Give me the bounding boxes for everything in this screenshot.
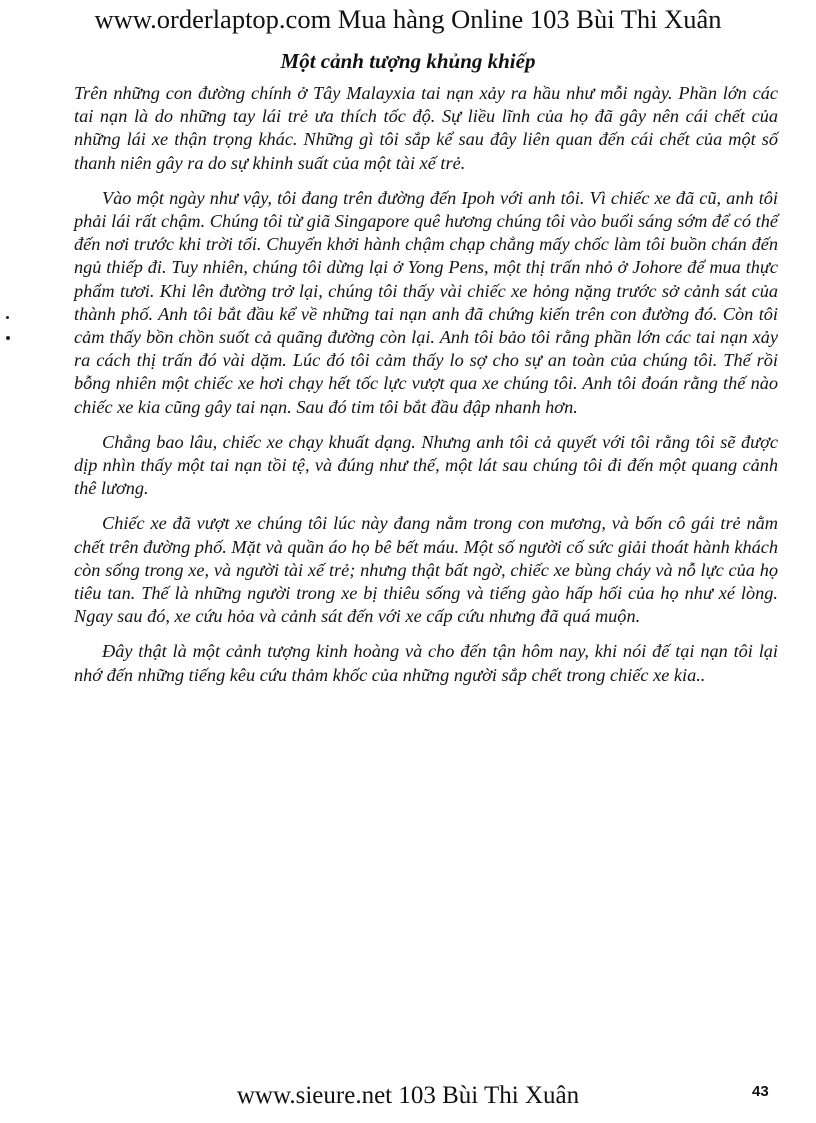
paragraph-3: Chẳng bao lâu, chiếc xe chạy khuất dạng. Nhưng anh tôi cả quyết với tôi rằng tôi sẽ được dịp nhìn thấy một tai nạn tồi tệ, và đúng như thế, một lát sau chúng tôi đi đến một quang cảnh thê lương.	[74, 431, 778, 499]
article-title: Một cảnh tượng khủng khiếp	[280, 49, 536, 73]
paragraph-2: Vào một ngày như vậy, tôi đang trên đường đến Ipoh với anh tôi. Vì chiếc xe đã cũ, anh tôi phải lái rất chậm. Chúng tôi từ giã Singapore quê hương chúng tôi vào buổi sáng sớm để có thể đến nơi trước khi trời tối. Chuyến khởi hành chậm chạp chẳng mấy chốc làm tôi buồn chán đến ngủ thiếp đi. Tuy nhiên, chúng tôi dừng lại ở Yong Pens, một thị trấn nhỏ ở Johore để mua thực phẩm tươi. Khi lên đường trở lại, chúng tôi thấy vài chiếc xe hỏng nặng trước sở cảnh sát của thành phố. Anh tôi bắt đầu kể về những tai nạn anh đã chứng kiến trên con đường đó. Còn tôi cảm thấy bồn chồn suốt cả quãng đường còn lại. Anh tôi bảo tôi rằng phần lớn các tai nạn xảy ra cách thị trấn đó vài dặm. Lúc đó tôi cảm thấy lo sợ cho sự an toàn của chúng tôi. Thế rồi bỗng nhiên một chiếc xe hơi chạy hết tốc lực vượt qua xe chúng tôi. Anh tôi đoán rằng thế nào chiếc xe kia cũng gây tai nạn. Sau đó tim tôi bắt đầu đập nhanh hơn.	[74, 187, 778, 417]
footer-watermark-url: www.sieure.net 103 Bùi Thi Xuân	[236, 1082, 580, 1109]
paragraph-4: Chiếc xe đã vượt xe chúng tôi lúc này đang nằm trong con mương, và bốn cô gái trẻ nằm chết trên đường phố. Mặt và quần áo họ bê bết máu. Một số người cố sức giải thoát hành khách còn sống trong xe, và người tài xế trẻ; nhưng thật bất ngờ, chiếc xe bùng cháy và nỗ lực của họ tiêu tan. Thế là những người trong xe bị thiêu sống và tiếng gào hấp hối của họ như xé lòng. Ngay sau đó, xe cứu hỏa và cảnh sát đến với xe cấp cứu nhưng đã quá muộn.	[74, 513, 778, 627]
article-body	[74, 82, 778, 699]
scan-speck	[6, 316, 9, 319]
header-watermark-url: www.orderlaptop.com Mua hàng Online 103 Bùi Thi Xuân	[94, 4, 722, 34]
paragraph-5: Đây thật là một cảnh tượng kinh hoàng và cho đến tận hôm nay, khi nói đế tại nạn tôi lại nhớ đến những tiếng kêu cứu thảm khốc của những người sắp chết trong chiếc xe kia..	[74, 641, 778, 685]
paragraph-1: Trên những con đường chính ở Tây Malayxia tai nạn xảy ra hầu như mỗi ngày. Phần lớn các tai nạn là do những tay lái trẻ ưa thích tốc độ. Sự liều lĩnh của họ đã gây nên cái chết của những lái xe thận trọng khác. Những gì tôi sắp kể sau đây liên quan đến cái chết của một số thanh niên gây ra do sự khinh suất của một tài xế trẻ.	[74, 83, 778, 173]
page-number: 43	[752, 1083, 769, 1100]
scan-speck	[6, 336, 10, 340]
